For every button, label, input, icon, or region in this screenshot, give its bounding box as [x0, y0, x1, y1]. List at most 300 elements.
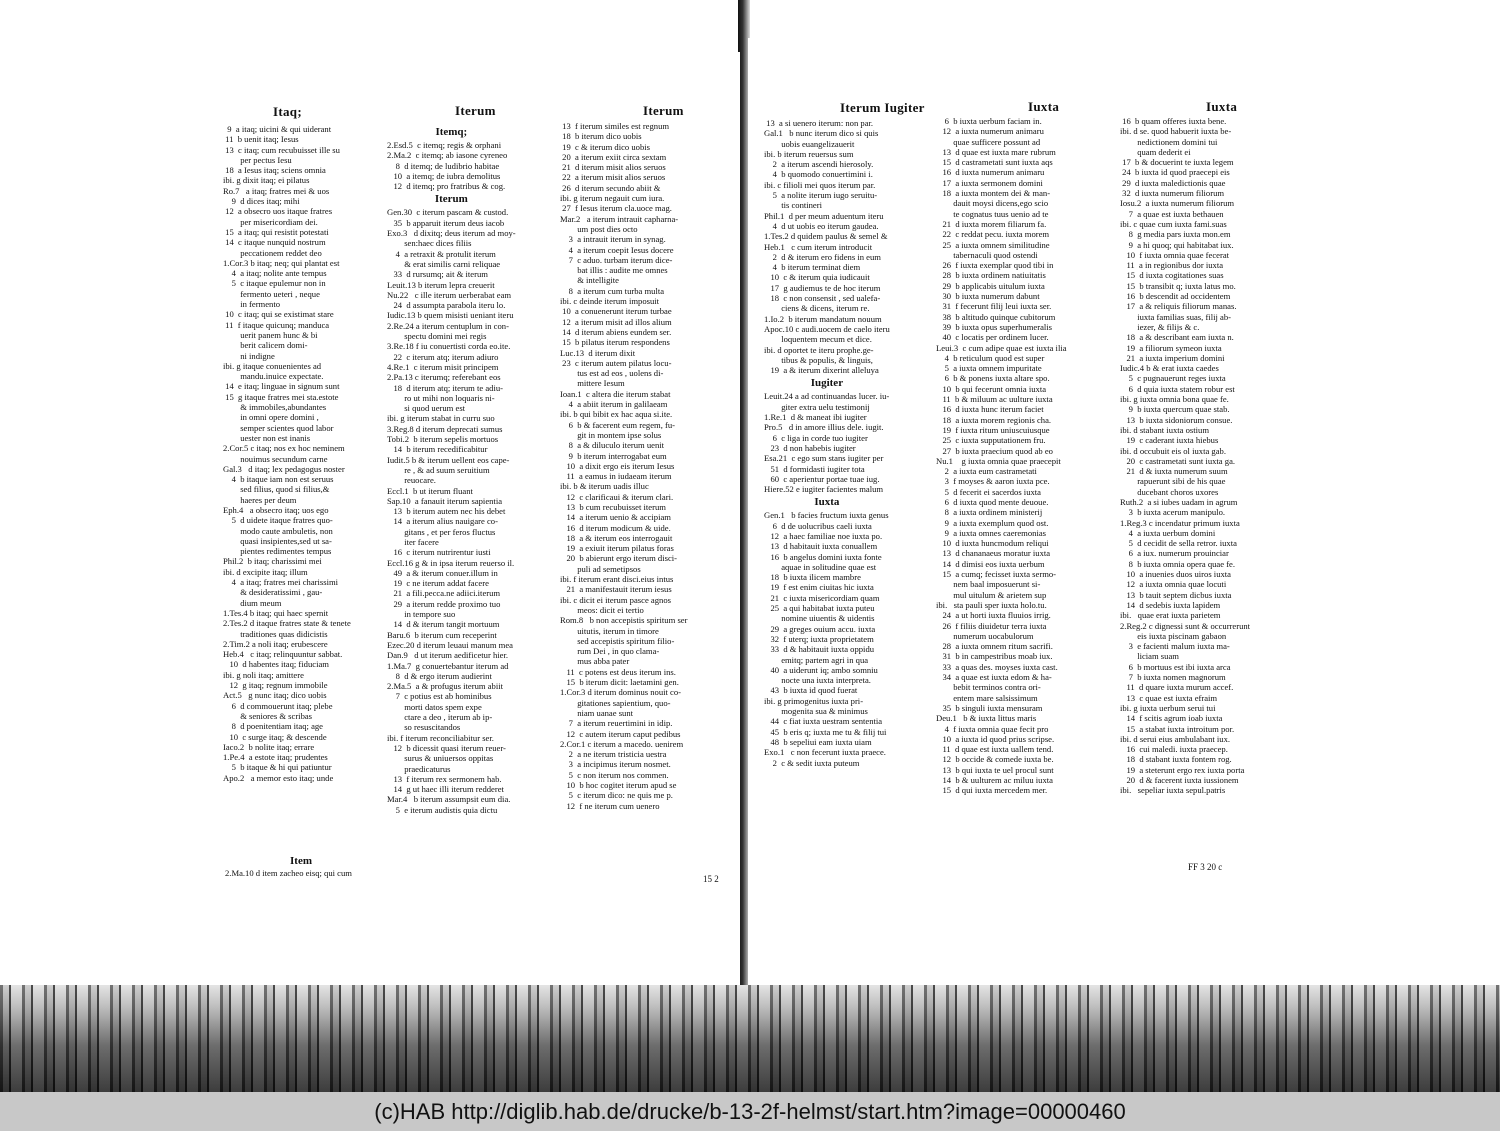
index-line: Leuit.24 a ad continuandas lucer. iu- — [764, 391, 890, 402]
index-line: iuxta familias suas, filij ab- — [1120, 311, 1231, 322]
index-line: 21 a fili.pecca.ne adiici.iterum — [387, 588, 501, 599]
index-line: 20 b abierunt ergo iterum disci- — [560, 553, 678, 564]
index-line: ibi. g itaque conuenientes ad — [223, 360, 322, 371]
index-line: 4.Re.1 c iterum misit principem — [387, 361, 499, 372]
index-line: 2.Cor.1 c iterum a macedo. uenirem — [560, 738, 684, 749]
index-line: 16 c iterum nutrirentur iusti — [387, 547, 491, 558]
index-line: Leui.3 c cum adipe quae est iuxta ilia — [936, 342, 1067, 353]
index-line: uitutis, iterum in timore — [560, 625, 659, 636]
index-line: 14 e itaq; linguae in signum sunt — [223, 381, 340, 392]
index-line: 2.Ma.5 a & profugus iterum abiit — [387, 681, 503, 692]
index-line: 19 c ne iterum addat facere — [387, 578, 489, 589]
index-line: 3.Re.18 f iu conuertisti corda eo.ite. — [387, 341, 511, 352]
index-line: 6 d commouerunt itaq; plebe — [223, 700, 333, 711]
index-line: 32 d iuxta numerum filiorum — [1120, 188, 1225, 199]
index-line: 3.Reg.8 d iterum deprecati sumus — [387, 423, 503, 434]
index-line: 13 a si uenero iterum: non par. — [764, 118, 874, 128]
index-line: & seniores & scribas — [223, 710, 313, 721]
index-line: 7 c aduo. turbam iterum dice- — [560, 254, 673, 265]
index-line: Iaco.2 b nolite itaq; errare — [223, 741, 315, 752]
index-line: Iudit.5 b & iterum uellent eos cape- — [387, 454, 510, 465]
index-line: 40 a uiderunt iq; ambo somniu — [764, 664, 878, 675]
index-line: 48 b sepeliui eam iuxta uiam — [764, 736, 872, 747]
index-line: Apo.2 a memor esto itaq; unde — [223, 772, 334, 783]
index-line: 4 a iterum coepit Iesus docere — [560, 244, 674, 255]
index-line: 33 d rursumq; ait & iterum — [387, 269, 488, 280]
index-line: 10 a itemq; de iubra demolitus — [387, 170, 501, 181]
index-line: 5 c itaque epulemur non in — [223, 278, 326, 289]
index-line: 19 a filiorum symeon iuxta — [1120, 342, 1222, 353]
index-line: praedicaturus — [387, 763, 451, 774]
index-line: 1.Pe.4 a estote itaq; prudentes — [223, 752, 328, 763]
index-line: 7 b iuxta nomen magnorum — [1120, 672, 1226, 683]
header-right-2: Iuxta — [1028, 99, 1060, 114]
page-signature-right: FF 3 20 c — [1188, 862, 1223, 872]
index-line: 26 f filiis diuidetur terra iuxta — [936, 620, 1047, 631]
index-line: 27 f Iesus iterum cla.uoce mag. — [560, 203, 672, 214]
left-page — [155, 52, 740, 1000]
index-line: 39 b iuxta opus superhumeralis — [936, 321, 1052, 332]
index-line: 4 a iuxta uerbum domini — [1120, 527, 1216, 538]
index-line: 4 a abiit iterum in galilaeam — [560, 399, 668, 410]
index-line: 2 a iterum ascendi hierosoly. — [764, 159, 874, 170]
index-line: 14 b & uulturem ac miluu iuxta — [936, 775, 1053, 785]
index-line: 12 a iterum misit ad illos alium — [560, 316, 672, 327]
index-line: & immobiles,abundantes — [223, 402, 327, 413]
index-line: 12 f ne iterum cum uenero — [560, 800, 660, 811]
index-line: Mar.4 b iterum assumpsit eum dia. — [387, 794, 511, 805]
index-line: 8 d & ergo iterum audierint — [387, 670, 492, 681]
index-line: berit calicem domi- — [223, 340, 308, 351]
index-line: 12 d itemq; pro fratribus & cog. — [387, 181, 506, 192]
index-line: 13 c itaq; cum recubuisset ille su — [223, 144, 340, 155]
index-line: 2.Re.24 a iterum centuplum in con- — [387, 320, 509, 331]
section-heading-item: Item — [290, 855, 312, 867]
index-line: 4 a retraxit & protulit iterum — [387, 248, 496, 259]
index-line: 16 d iuxta hunc iterum faciet — [936, 404, 1044, 415]
index-line: 49 a & iterum conuer.illum in — [387, 567, 498, 578]
index-line: 27 b iuxta praecium quod ab eo — [936, 445, 1053, 456]
index-line: 11 b & miluum ac uulture iuxta — [936, 394, 1053, 405]
index-line: 21 d & iuxta numerum suum — [1120, 466, 1228, 477]
index-line: 22 c iterum atq; iterum adiuro — [387, 351, 499, 362]
index-line: 15 a itaq; qui resistit potestati — [223, 226, 329, 237]
index-line: 16 d iterum modicum & uide. — [560, 522, 671, 533]
index-line: 13 b iterum autem nec his debet — [387, 506, 506, 517]
index-line: bat illis : audite me omnes — [560, 265, 668, 276]
index-line: tabernaculi quod ostendi — [936, 249, 1038, 260]
index-line: 13 d habitauit iuxta conuallem — [764, 541, 878, 552]
index-line: mandu.inuice expectate. — [223, 371, 324, 382]
index-line: ibi. c dicit ei iterum pasce agnos — [560, 594, 671, 605]
index-line: 10 a dixit ergo eis iterum Iesus — [560, 460, 675, 471]
index-line: Eccl.16 g & in ipsa iterum reuerso il. — [387, 557, 515, 568]
index-line: 44 c fiat iuxta uestram sententia — [764, 716, 883, 727]
left-column-3 — [560, 121, 687, 811]
index-line: 22 c reddat pecu. iuxta morem — [936, 229, 1050, 240]
index-line: 24 b iuxta id quod praecepi eis — [1120, 167, 1230, 178]
index-line: Deu.1 b & iuxta littus maris — [936, 713, 1037, 724]
index-line: sed accepistis spiritum filio- — [560, 635, 675, 646]
index-line: Luc.13 d iterum dixit — [560, 347, 636, 358]
footer-url: (c)HAB http://diglib.hab.de/drucke/b-13-2f-helmst/start.htm?image=00000460 — [374, 1098, 1126, 1124]
left-column-2 — [387, 124, 516, 815]
index-line: 1.Io.2 b iterum mandatum nouum — [764, 313, 882, 324]
index-line: 10 a conuenerunt iterum turbae — [560, 306, 672, 317]
index-line: 3 e facienti malum iuxta ma- — [1120, 641, 1230, 652]
index-line: 12 a iuxta numerum animaru — [936, 126, 1044, 137]
index-line: Iosu.2 a iuxta numerum filiorum — [1120, 198, 1235, 209]
index-line: 2.Pa.13 c iterumq; referebant eos — [387, 372, 501, 383]
index-line: Leuit.13 b iterum lepra creuerit — [387, 279, 495, 290]
index-line: ibi. quae erat iuxta parietem — [1120, 610, 1221, 621]
index-line: 14 b iterum recedificabitur — [387, 444, 488, 455]
index-line: & desideratissimi , gau- — [223, 587, 323, 598]
index-line: 10 c itaq; qui se existimat stare — [223, 309, 334, 320]
index-line: 21 d iterum misit alios seruos — [560, 162, 666, 173]
index-line: 4 a itaq; nolite ante tempus — [223, 268, 327, 279]
index-line: 14 a iterum alius nauigare co- — [387, 516, 498, 527]
index-line: ibi. g dixit itaq; ei pilatus — [223, 175, 310, 186]
index-line: 5 c pugnauerunt reges iuxta — [1120, 373, 1226, 384]
index-line: 5 d uidete itaque fratres quo- — [223, 515, 333, 526]
index-line: ibi. d stabant iuxta ostium — [1120, 424, 1210, 435]
section-heading: Iterum — [434, 193, 468, 206]
index-line: 2.Esd.5 c itemq; regis & orphani — [387, 140, 502, 150]
index-line: 15 b iterum dicit: laetamini gen. — [560, 677, 679, 688]
index-line: puli ad semetipsos — [560, 563, 641, 574]
index-line: 5 d cecidit de sella retror. iuxta — [1120, 538, 1237, 549]
index-line: quam dederit ei — [1120, 146, 1191, 157]
index-line: 3 a incipimus iterum nosmet. — [560, 759, 671, 770]
index-line: 2 d & iterum ero fidens in eum — [764, 251, 881, 262]
index-line: 17 b & docuerint te iuxta legem — [1120, 157, 1234, 168]
index-line: 8 a iterum cum turba multa — [560, 285, 665, 296]
index-line: 28 b iuxta ordinem natiuitatis — [936, 270, 1046, 281]
index-line: 13 f iterum similes est regnum — [560, 121, 670, 131]
index-line: 17 a iuxta sermonem domini — [936, 177, 1043, 188]
index-line: 5 e iterum audistis quia dictu — [387, 804, 498, 815]
index-line: rum Dei , in quo clama- — [560, 646, 660, 657]
index-line: 15 g itaque fratres mei sta.estote — [223, 391, 339, 402]
index-line: 7 c potius est ab hominibus — [387, 691, 492, 702]
index-line: 4 d ut uobis eo iterum gaudea. — [764, 220, 879, 231]
index-line: 5 d fecerit ei sacerdos iuxta — [936, 486, 1041, 497]
index-line: 21 c iuxta misericordiam quam — [764, 592, 880, 603]
header-left-2: Iterum — [455, 103, 496, 118]
index-line: 19 a steterunt ergo rex iuxta porta — [1120, 764, 1245, 775]
index-line: 16 b quam offeres iuxta bene. — [1120, 116, 1227, 126]
index-line: 34 a quae est iuxta edom & ha- — [936, 672, 1052, 683]
index-line: 19 f iuxta ritum uniuscuiusque — [936, 424, 1050, 435]
index-line: git in montem ipse solus — [560, 429, 662, 440]
index-line: 8 g media pars iuxta mon.em — [1120, 229, 1231, 240]
index-line: 14 g ut haec illi iterum redderet — [387, 784, 504, 795]
index-line: 2 c & sedit iuxta puteum — [764, 757, 860, 768]
index-line: 5 c iterum dico: ne quis me p. — [560, 790, 673, 801]
index-line: te cognatus tuus uenio ad te — [936, 208, 1049, 219]
index-line: sen:haec dices filiis — [387, 238, 472, 249]
index-line: 6 d iuxta quod mente deuoue. — [936, 496, 1049, 507]
scan-shadow — [0, 985, 1500, 1095]
index-line: 12 c clarificaui & iterum clari. — [560, 491, 674, 502]
index-line: 4 b iterum terminat diem — [764, 262, 861, 273]
index-line: um post dies octo — [560, 223, 638, 234]
index-line: 18 d iterum atq; iterum te adiu- — [387, 382, 503, 393]
index-line: 1.Reg.3 c incendatur primum iuxta — [1120, 517, 1240, 528]
index-line: tus est ad eos , uolens di- — [560, 368, 664, 379]
index-line: 11 d quare iuxta murum accef. — [1120, 682, 1234, 693]
index-line: quasi insipientes,sed ut sa- — [223, 535, 332, 546]
index-line: 5 a iuxta omnem impuritate — [936, 363, 1042, 374]
index-line: 21 a manifestauit iterum iesus — [560, 584, 672, 595]
index-line: eis iuxta piscinam gabaon — [1120, 630, 1227, 641]
index-line: per misericordiam dei. — [223, 216, 318, 227]
index-line: spectu domini mei regis — [387, 331, 487, 342]
index-line: ro ut mihi non loquaris ni- — [387, 392, 495, 403]
index-line: 6 a iux. numerum prouinciar — [1120, 548, 1229, 559]
index-line: 2.Tes.2 d itaque fratres state & tenete — [223, 618, 351, 629]
index-line: 11 f itaque quicunq; manduca — [223, 319, 330, 330]
index-line: 29 a greges ouium accu. iuxta — [764, 623, 876, 634]
index-line: Exo.3 d dixitq; deus iterum ad moy- — [387, 228, 516, 239]
index-line: 31 b in campestribus moab iux. — [936, 651, 1053, 662]
index-line: ibi. sta pauli sper iuxta holo.tu. — [936, 599, 1047, 610]
index-line: 13 d quae est iuxta mare rubrum — [936, 146, 1056, 157]
index-line: 29 a iterum redde proximo tuo — [387, 598, 501, 609]
index-line: 5 b itaque & hi qui patiuntur — [223, 762, 332, 773]
index-line: bebit terminos contra ori- — [936, 682, 1041, 693]
index-line: 60 c aperientur portae tuae iug. — [764, 473, 880, 484]
index-line: 2.Reg.2 c dignessi sunt & occurrerunt — [1120, 620, 1251, 631]
index-line: per pectus Iesu — [223, 154, 292, 165]
index-line: ibi. g iuxta omnia bona quae fe. — [1120, 394, 1229, 405]
index-line: 3 b iuxta acerum manipulo. — [1120, 507, 1226, 518]
index-line: ibi. g iterum stabat in curru suo — [387, 413, 495, 424]
index-line: 14 c itaque nunquid nostrum — [223, 237, 326, 248]
index-line: in tempore suo — [387, 609, 456, 620]
index-line: Eccl.1 b ut iterum fluant — [387, 485, 473, 496]
index-line: 6 b iuxta uerbum faciam in. — [936, 116, 1042, 126]
index-line: ibi. f iterum erant disci.eius intus — [560, 574, 674, 585]
index-line: Phil.2 b itaq; charissimi mei — [223, 556, 322, 567]
section-heading: Iuxta — [814, 496, 840, 509]
index-line: Ezec.20 d iterum leuaui manum mea — [387, 639, 513, 650]
index-line: morti datos spem expe — [387, 701, 482, 712]
index-line: uester non est inanis — [223, 432, 311, 443]
index-line: 23 c iterum autem pilatus locu- — [560, 357, 672, 368]
index-line: 14 a iterum uenio & accipiam — [560, 512, 671, 523]
index-line: 15 d castrametati sunt iuxta aqs — [936, 157, 1053, 168]
index-line: iter facere — [387, 536, 439, 547]
index-line: 8 b iuxta omnia opera quae fe. — [1120, 558, 1236, 569]
index-line: 15 b pilatus iterum respondens — [560, 337, 670, 348]
index-line: gitationes sapientium, quo- — [560, 697, 671, 708]
index-line: ibi. b & iterum uadis illuc — [560, 481, 649, 492]
right-page — [748, 38, 1338, 996]
index-line: 13 b tauit septem dicbus iuxta — [1120, 589, 1232, 600]
index-line: 12 b occide & comede iuxta be. — [936, 754, 1054, 765]
index-line: ducebant choros uxores — [1120, 486, 1219, 497]
index-line: 14 d iterum abiens eundem ser. — [560, 326, 672, 337]
index-line: iezer, & filijs & c. — [1120, 321, 1200, 332]
index-line: peccationem reddet deo — [223, 247, 322, 258]
index-line: 25 c iuxta supputationem fru. — [936, 435, 1046, 446]
index-line: 6 b & ponens iuxta altare spo. — [936, 373, 1050, 384]
index-line: 18 a Iesus itaq; sciens omnia — [223, 165, 326, 176]
index-line: ibi. d serui eius ambulabant iux. — [1120, 733, 1231, 744]
index-line: 12 a iuxta omnia quae locuti — [1120, 579, 1227, 590]
index-line: 10 d iuxta huncmodum reliqui — [936, 538, 1049, 549]
index-line: 21 a iuxta imperium domini — [1120, 352, 1225, 363]
index-line: & erat similis carni reliquae — [387, 258, 501, 269]
index-line: loquentem mecum et dice. — [764, 334, 872, 345]
index-line: Heb.1 c cum iterum introducit — [764, 241, 873, 252]
index-line: gitans , et per feros fluctus — [387, 526, 496, 537]
footer-bar — [0, 1092, 1500, 1131]
index-line: uobis euangelizauerit — [764, 138, 855, 149]
index-line: 11 a in regionibus dor iuxta — [1120, 260, 1224, 271]
index-line: ibi. f iterum reconciliabitur ser. — [387, 732, 494, 743]
index-line: ctare a deo , iterum ab ip- — [387, 712, 493, 723]
index-line: Nu.22 c ille iterum uerberabat eam — [387, 289, 512, 300]
index-line: 38 b altitudo quinque cubitorum — [936, 311, 1056, 322]
index-line: 9 a itaq; uicini & qui uiderant — [223, 124, 332, 134]
index-line: 28 a iuxta omnem ritum sacrifi. — [936, 641, 1053, 652]
index-line: 15 a stabat iuxta introitum por. — [1120, 723, 1235, 734]
index-line: modo caute ambuletis, non — [223, 525, 333, 536]
index-line: 12 c autem iterum caput pedibus — [560, 728, 681, 739]
index-line: 29 d iuxta maledictionis quae — [1120, 177, 1226, 188]
index-line: 16 d iuxta numerum animaru — [936, 167, 1045, 178]
index-line: tis contineri — [764, 200, 822, 211]
index-line: mus abba pater — [560, 656, 630, 667]
index-line: 16 b descendit ad occidentem — [1120, 291, 1231, 302]
index-line: giter extra uelu testimonij — [764, 401, 870, 412]
index-line: Mar.2 a iterum intrauit capharna- — [560, 213, 679, 224]
index-line: 11 d quae est iuxta uallem tend. — [936, 744, 1054, 755]
index-line: 7 a iterum reuertimini in idip. — [560, 718, 673, 729]
index-line: ibi. b iterum reuersus sum — [764, 148, 854, 159]
index-line: 26 d iterum secundo abiit & — [560, 182, 661, 193]
index-line: 26 f iuxta exemplar quod tibi in — [936, 260, 1054, 271]
index-line: ibi. d se. quod habuerit iuxta be- — [1120, 126, 1232, 137]
index-line: 10 a inuenies duos uiros iuxta — [1120, 569, 1231, 580]
index-line: ciens & dicens, iterum re. — [764, 303, 870, 314]
index-line: 21 d iuxta morem filiarum fa. — [936, 218, 1047, 229]
header-right-1: Iterum Iugiter — [840, 100, 925, 115]
index-line: 35 b apparuit iterum deus iacob — [387, 217, 505, 228]
index-line: 23 d non habebis iugiter — [764, 442, 856, 453]
index-line: dauit moysi dicens,ego scio — [936, 198, 1049, 209]
index-line: 1.Tes.2 d quidem paulus & semel & — [764, 231, 888, 242]
index-line: 3 f moyses & aaron iuxta pce. — [936, 476, 1050, 487]
index-line: 33 a quas des. moyses iuxta cast. — [936, 661, 1058, 672]
index-line: 1.Ma.7 g conuertebantur iterum ad — [387, 660, 509, 671]
index-line: 8 a iuxta ordinem ministerij — [936, 507, 1043, 518]
index-line: ibi. d excipite itaq; illum — [223, 566, 308, 577]
index-line: 9 d dices itaq; mihi — [223, 196, 300, 207]
index-line: 14 f scitis agrum ioab iuxta — [1120, 713, 1223, 724]
index-line: 9 a iuxta exemplum quod ost. — [936, 517, 1049, 528]
index-line: 5 a nolite iterum iugo seruitu- — [764, 190, 878, 201]
index-line: quae sufficere possunt ad — [936, 136, 1041, 147]
index-line: 11 a eamus in iudaeam iterum — [560, 471, 672, 482]
index-line: 22 a iterum misit alios seruos — [560, 172, 666, 183]
index-line: uerit panem hunc & bi — [223, 329, 318, 340]
header-left-1: Itaq; — [273, 104, 302, 119]
index-line: Hiere.52 e iugiter facientes malum — [764, 484, 884, 495]
index-line: Nu.1 g iuxta omnia quae praecepit — [936, 455, 1061, 466]
index-line: 13 d chananaeus moratur iuxta — [936, 548, 1051, 559]
index-line: si quod uerum est — [387, 403, 466, 414]
index-line: 24 d assumpta parabola iteru lo. — [387, 300, 506, 311]
index-line: nouimus secundum carne — [223, 453, 328, 464]
index-line: 19 c & iterum dico uobis — [560, 141, 650, 152]
index-line: 45 b eris q; iuxta me tu & filij tui — [764, 726, 887, 737]
index-line: Tobi.2 b iterum sepelis mortuos — [387, 434, 499, 445]
index-line: niam uanae sunt — [560, 707, 634, 718]
index-line: Baru.6 b iterum cum receperint — [387, 629, 497, 640]
index-line: 15 d qui iuxta mercedem mer. — [936, 785, 1048, 796]
index-line: 6 d quia iuxta statem robur est — [1120, 383, 1235, 394]
index-line: 2.Tim.2 a noli itaq; erubescere — [223, 638, 328, 649]
index-line: 40 c locatis per ordinem lucer. — [936, 332, 1049, 343]
index-line: 7 a quae est iuxta bethauen — [1120, 208, 1224, 219]
index-line: 10 a iuxta id quod prius scripse. — [936, 733, 1055, 744]
index-line: Heb.4 c itaq; relinquuntur sabbat. — [223, 649, 343, 660]
index-line: ibi. sepeliar iuxta sepul.patris — [1120, 785, 1226, 796]
index-line: aquae in solitudine quae est — [764, 561, 877, 572]
index-line: ibi. d oportet te iteru prophe.ge- — [764, 344, 874, 355]
index-line: 33 d & habitauit iuxta oppidu — [764, 644, 875, 655]
index-line: 13 b cum recubuisset iterum — [560, 501, 666, 512]
index-line: tibus & populis, & linguis, — [764, 354, 873, 365]
index-line: 1.Cor.3 b itaq; neq; qui plantat est — [223, 257, 340, 268]
index-line: in fermento — [223, 299, 281, 310]
index-line: 11 c potens est deus iterum ins. — [560, 666, 676, 677]
index-line: 15 a cumq; fecisset iuxta sermo- — [936, 569, 1057, 580]
index-line: 1.Tes.4 b itaq; qui haec spernit — [223, 607, 329, 618]
index-line: 30 b iuxta numerum dabunt — [936, 291, 1040, 302]
index-line: 14 d sedebis iuxta lapidem — [1120, 599, 1221, 610]
index-line: 14 d dimisi eos iuxta uerbum — [936, 558, 1045, 569]
index-line: Pro.5 d in amore illius dele. iugit. — [764, 422, 884, 433]
index-line: 3 a intrauit iterum in synag. — [560, 234, 666, 245]
index-line: Rom.8 b non accepistis spiritum ser — [560, 615, 688, 626]
index-line: nomine uiuentis & uidentis — [764, 613, 875, 624]
index-line: 16 cui maledi. iuxta praecep. — [1120, 744, 1228, 755]
index-line: ibi. g primogenitus iuxta pri- — [764, 695, 864, 706]
index-line: 20 a iterum exiit circa sextam — [560, 151, 667, 162]
index-line: 10 f iuxta omnia quae fecerat — [1120, 249, 1230, 260]
index-line: surus & uniuersos oppitas — [387, 753, 494, 764]
index-line: 51 d formidasti iugiter tota — [764, 463, 865, 474]
section-heading: Itemq; — [435, 126, 468, 138]
index-line: ibi. b qui bibit ex hac aqua si.ite. — [560, 409, 673, 420]
index-line: & intelligite — [560, 275, 619, 286]
index-line: Act.5 g nunc itaq; dico uobis — [223, 690, 327, 701]
index-line: 20 d & facerent iuxta iussionem — [1120, 775, 1239, 785]
index-line: in omni opere domini , — [223, 412, 319, 423]
index-line: 15 b transibit q; iuxta latus mo. — [1120, 280, 1236, 291]
index-line: entem mare salsissimum — [936, 692, 1038, 703]
index-line: 6 b mortuus est ibi iuxta arca — [1120, 661, 1231, 672]
index-line: Iudic.13 b quem misisti ueniant iteru — [387, 310, 514, 321]
index-line: 13 c quae est iuxta efraim — [1120, 692, 1218, 703]
index-line: Esa.21 c ego sum stans iugiter per — [764, 453, 884, 464]
index-line: Gal.1 b nunc iterum dico si quis — [764, 128, 879, 139]
